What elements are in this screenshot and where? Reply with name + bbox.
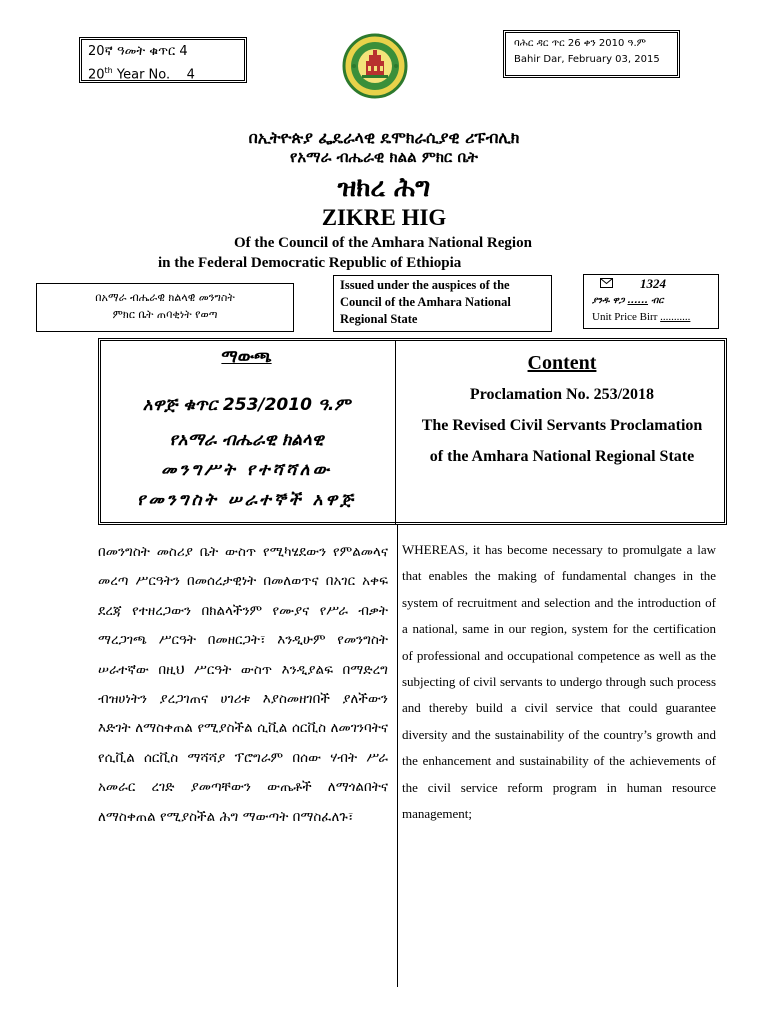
contents-heading-amharic: ማውጫ	[221, 347, 272, 367]
unit-price-amharic-label: ያንዱ ዋጋ	[592, 296, 625, 306]
year-number: 20	[88, 67, 105, 83]
unit-price-english-blank: ...........	[660, 311, 691, 323]
masthead-title-amharic: ዝክረ ሕግ	[337, 173, 431, 203]
issue-year-box	[79, 37, 247, 83]
po-box-line	[592, 276, 710, 293]
contents-title-amharic-line1: የአማራ ብሔራዊ ክልላዊ	[169, 430, 324, 450]
contents-title-english-line2: of the Amhara National Regional State	[429, 448, 695, 465]
unit-price-english	[592, 309, 710, 325]
unit-price-amharic	[592, 293, 710, 309]
masthead-title-english: ZIKRE HIG	[321, 205, 447, 230]
contents-title-amharic-line2: መንግሥት የተሻሻለው	[161, 460, 332, 480]
year-label: Year No. 4	[112, 67, 195, 83]
issue-date-amharic: ባሕር ዳር ጥር 26 ቀን 2010 ዓ.ም	[514, 38, 646, 49]
issue-date-box	[503, 30, 680, 78]
preamble-english: WHEREAS, it has become necessary to promulgate a law that enables the making of fundamental changes in the system of recruitment and selection and the introduction of a national, same in our region, system for the certification of professional and occupational competence as well as the subjecting of civil servants to undergo through such process and thereby build a civil service that could guarantee diversity and the sustainability of the country’s growth and the enhancement and sustainability of the achievements of the civil service reform program in human resource management;	[402, 542, 716, 822]
issue-year-amharic: 20ኛ ዓመት ቁጥር 4	[88, 44, 188, 59]
masthead-republic-amharic: በኢትዮጵያ ፌዴራላዊ ዴሞክራሲያዊ ሪፑብሊክ	[248, 128, 520, 147]
contents-proclamation-number-amharic: አዋጅ ቁጥር 253/2010 ዓ.ም	[142, 395, 351, 415]
auspices-english-box	[333, 275, 552, 332]
mail-envelope-icon	[592, 277, 620, 293]
contents-title-amharic-line3: የመንግስት ሠራተኞች አዋጅ	[137, 490, 356, 510]
unit-price-amharic-unit: ብር	[651, 296, 664, 306]
unit-price-amharic-blank: ......	[627, 296, 649, 306]
preamble-amharic: በመንግስት መስሪያ ቤት ውስጥ የሚካሄደውን የምልመላና መረጣ ሥርዓትን በመሰረታዊነት በመለወጥና በአገር አቀፍ ደረጃ የተዘረጋውን በክልላችንም የሙያና የሥራ ብቃት ማረጋገጫ ሥርዓት በመዘርጋት፣ እንዲሁም የመንግስት ሠራተኛው በዚህ ሥርዓት ውስጥ እንዲያልፍ በማድረግ ብዝሀነትን ያረጋገጠና ሀገሪቱ እያስመዘገበች ያለችውን እድገት ለማስቀጠል የሚያስችል ሲቪል ሰርቪስ ለመገንባትና የሲቪል ሰርቪስ ማሻሻያ ፕሮግራም በሰው ሃብት ሥራ አመራር ረገድ ያመጣቸውን ውጤቶች ለማጎልበትና ለማስቀጠል የሚያስችል ሕግ ማውጣት በማስፈለጉ፣	[98, 544, 388, 825]
auspices-amharic-box	[36, 283, 294, 332]
po-box-price-box	[583, 274, 719, 329]
contents-heading-english: Content	[527, 352, 597, 374]
issue-date-english: Bahir Dar, February 03, 2015	[514, 54, 660, 65]
year-suffix: th	[104, 66, 113, 75]
contents-title-english-line1: The Revised Civil Servants Proclamation	[421, 417, 703, 434]
unit-price-english-label: Unit Price Birr	[592, 311, 658, 323]
auspices-amharic-line1: በአማራ ብሔራዊ ክልላዊ መንግስት	[95, 291, 235, 304]
masthead-subtitle-republic: in the Federal Democratic Republic of Ethiopia	[158, 255, 462, 271]
issue-year-english	[88, 61, 238, 84]
auspices-amharic-line2: ምክር ቤት ጠባቂነት የወጣ	[112, 308, 218, 321]
masthead-council-amharic: የአማራ ብሔራዊ ክልል ምክር ቤት	[290, 148, 478, 166]
amhara-region-emblem-icon	[342, 33, 408, 99]
auspices-english-text: Issued under the auspices of the Council of the Amhara National Regional State	[340, 278, 511, 326]
po-box-number: 1324	[640, 276, 666, 291]
body-column-divider	[397, 525, 398, 987]
masthead-subtitle-council: Of the Council of the Amhara National Region	[234, 235, 532, 251]
contents-proclamation-number-english: Proclamation No. 253/2018	[469, 386, 655, 403]
